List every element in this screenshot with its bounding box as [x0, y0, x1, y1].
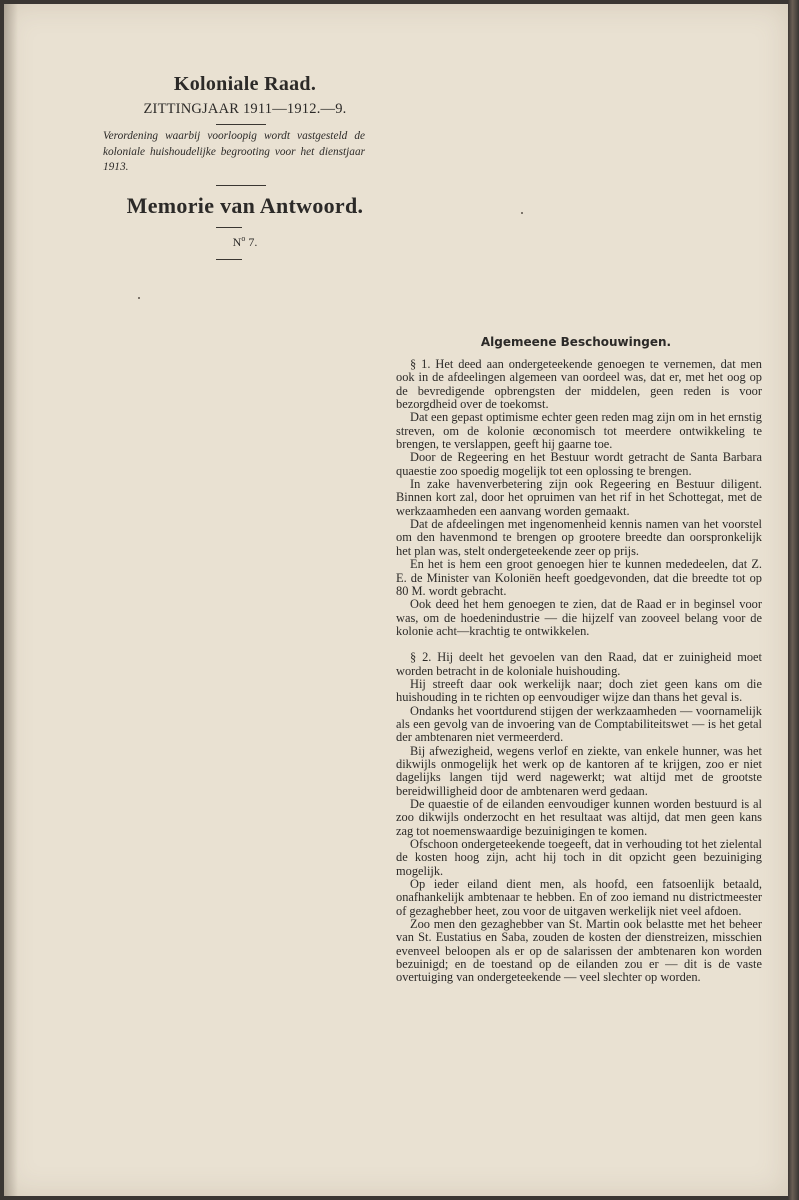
- paragraph: De quaestie of de eilanden eenvoudiger kunnen worden bestuurd is al zoo dikwijls onderzocht en het resultaat was altijd, dat men geen kans zag tot noemenswaardige bezuinigingen te komen.: [396, 797, 762, 838]
- paragraph: Dat een gepast optimisme echter geen reden mag zijn om in het ernstig streven, om de kolonie œconomisch tot meerdere ontwikkeling te brengen, te verslappen, geeft hij gaarne toe.: [396, 410, 762, 452]
- body-text: [396, 358, 762, 985]
- page-binding-shadow: [4, 4, 18, 1196]
- paragraph: In zake havenverbetering zijn ook Regeering en Bestuur diligent. Binnen kort zal, door het opruimen van het rif in het Schottegat, met de werkzaamheden een aanvang worden gemaakt.: [396, 477, 762, 518]
- paper-speck: [521, 212, 523, 214]
- section-heading: Algemeene Beschouwingen.: [480, 335, 672, 349]
- subject-description: Verordening waarbij voorloopig wordt vastgesteld de koloniale huishoudelijke begrooting voor het dienstjaar 1913.: [103, 130, 365, 173]
- document-number: [100, 234, 390, 250]
- paragraph: Ofschoon ondergeteekende toegeeft, dat in verhouding tot het zielental de kosten hoog zijn, acht hij toch in dit opzicht geen bezuiniging mogelijk.: [396, 837, 762, 878]
- paragraph: Hij streeft daar ook werkelijk naar; doch ziet geen kans om die huishouding in te richten op eenvoudiger wijze dan thans het geval is.: [396, 676, 762, 705]
- paragraph: Ook deed het hem genoegen te zien, dat de Raad er in beginsel voor was, om de hoedenindustrie — die hijzelf van zooveel belang voor de kolonie acht—krachtig te ontwikkelen.: [396, 597, 762, 638]
- paragraph: En het is hem een groot genoegen hier te kunnen mededeelen, dat Z. E. de Minister van Koloniën heeft goedgevonden, dat die breedte tot op 80 M. wordt gebracht.: [396, 557, 762, 598]
- divider-rule: [216, 124, 266, 125]
- session-year: ZITTINGJAAR 1911—1912.—9.: [143, 101, 347, 117]
- page-edge: [788, 0, 799, 1200]
- document-type-heading: Memorie van Antwoord.: [126, 193, 364, 218]
- divider-rule: [216, 185, 266, 186]
- number-superscript: o: [241, 234, 246, 243]
- paper-speck: [138, 297, 140, 299]
- paragraph: § 1. Het deed aan ondergeteekende genoegen te vernemen, dat men ook in de afdeelingen algemeen van oordeel was, dat er, met het oog op de bevredigende opbrengsten der middelen, geen reden is voor bezorgdheid over de toekomst.: [396, 357, 762, 412]
- paragraph: Ondanks het voortdurend stijgen der werkzaamheden — voornamelijk als een gevolg van de invoering van de Comptabiliteitswet — is het getal der ambtenaren niet vermeerderd.: [396, 703, 762, 745]
- divider-rule: [216, 259, 242, 260]
- paragraph: § 2. Hij deelt het gevoelen van den Raad, dat er zuinigheid moet worden betracht in de koloniale huishouding.: [396, 650, 762, 678]
- paragraph: Op ieder eiland dient men, als hoofd, een fatsoenlijk betaald, onafhankelijk ambtenaar te hebben. En of zoo iemand nu districtmeester of gezaghebber heet, zou voor de uitgaven werkelijk niet veel afdoen.: [396, 877, 762, 918]
- paragraph: Door de Regeering en het Bestuur wordt getracht de Santa Barbara quaestie zoo spoedig mogelijk tot een oplossing te brengen.: [396, 450, 762, 478]
- number-prefix: N: [232, 235, 242, 249]
- paragraph: Dat de afdeelingen met ingenomenheid kennis namen van het voorstel om den havenmond te brengen op grootere breedte dan oorspronkelijk het plan was, stelt ondergeteekende zeer op prijs.: [396, 517, 762, 558]
- paragraph: Bij afwezigheid, wegens verlof en ziekte, van enkele hunner, was het dikwijls onmogelijk het werk op de kantoren af te krijgen, zoo er niet dagelijks langen tijd werd nagewerkt; wat altijd met de grootste bereidwilligheid door de ambtenaren werd gedaan.: [396, 743, 762, 798]
- number-value: 7.: [245, 235, 258, 249]
- paragraph: Zoo men den gezaghebber van St. Martin ook belastte met het beheer van St. Eustatius en Saba, zouden de kosten der dienstreizen, misschien evenveel beloopen als er op de salarissen der ambtenaren kon worden bezuinigd; en de toestand op de eilanden zou er — dit is de vaste overtuiging van ondergeteekende — veel slechter op worden.: [396, 917, 762, 985]
- title: Koloniale Raad.: [173, 73, 317, 95]
- divider-rule: [216, 227, 242, 228]
